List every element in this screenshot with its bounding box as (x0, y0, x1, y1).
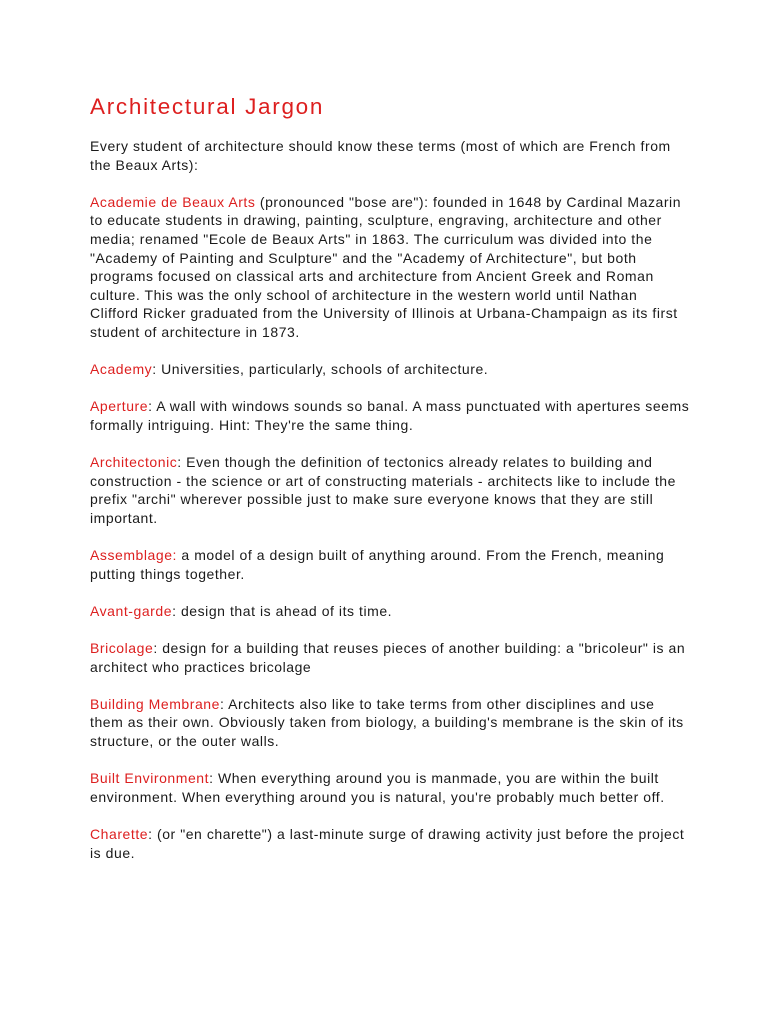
glossary-term: Assemblage: (90, 547, 177, 564)
glossary-term: Bricolage (90, 640, 154, 657)
glossary-term: Building Membrane (90, 695, 220, 712)
glossary-entry (90, 453, 690, 527)
intro-paragraph: Every student of architecture should know these terms (most of which are French from the Beaux Arts): (90, 138, 671, 173)
glossary-term: Aperture (90, 398, 149, 415)
glossary-entry (90, 695, 690, 751)
glossary-term: Academy (90, 361, 153, 378)
glossary-entry (90, 639, 690, 676)
glossary-entry (90, 360, 690, 379)
glossary-term: Avant-garde (90, 602, 173, 619)
glossary-definition: : When everything around you is manmade, you are within the built environment. When everything around you is natural, you're probably much better off. (90, 770, 665, 805)
glossary-term: Charette (90, 825, 149, 842)
glossary-definition: : A wall with windows sounds so banal. A mass punctuated with apertures seems formally intriguing. Hint: They're the same thing. (90, 398, 690, 433)
glossary-entry (90, 825, 690, 862)
glossary-entry (90, 193, 690, 342)
glossary-term: Academie de Beaux Arts (90, 193, 256, 210)
glossary-definition: : Universities, particularly, schools of architecture. (152, 361, 489, 378)
glossary-definition: a model of a design built of anything around. From the French, meaning putting things together. (90, 547, 665, 582)
glossary-definition: : design that is ahead of its time. (172, 602, 393, 619)
document-page (90, 93, 690, 881)
glossary-definition: (pronounced "bose are"): founded in 1648 by Cardinal Mazarin to educate students in drawing, painting, sculpture, engraving, architecture and other media; renamed "Ecole de Beaux Arts" in 1863. The curriculum was divided into the "Academy of Painting and Sculpture" and the "Academy of Architecture", but both programs focused on classical arts and architecture from Ancient Greek and Roman culture. This was the only school of architecture in the western world until Nathan Clifford Ricker graduated from the University of Illinois at Urbana-Champaign as its first student of architecture in 1873. (90, 193, 682, 340)
glossary-term: Built Environment (90, 770, 210, 787)
glossary-entry (90, 546, 690, 583)
glossary-entry (90, 769, 690, 806)
glossary-entry (90, 397, 690, 434)
glossary-definition: : (or "en charette") a last-minute surge of drawing activity just before the project is due. (90, 825, 685, 861)
glossary-definition: : design for a building that reuses pieces of another building: a "bricoleur" is an architect who practices bricolage (90, 640, 686, 675)
glossary-entry (90, 602, 690, 621)
glossary-term: Architectonic (90, 454, 178, 471)
page-title: Architectural Jargon (90, 94, 325, 119)
glossary-definition: : Architects also like to take terms from other disciplines and use them as their own. Obviously taken from biology, a building's membrane is the skin of its structure, or the outer walls. (90, 695, 684, 749)
glossary-definition: : Even though the definition of tectonics already relates to building and construction - the science or art of constructing materials - architects like to include the prefix "archi" wherever possible just to make sure everyone knows that they are still important. (90, 454, 676, 526)
